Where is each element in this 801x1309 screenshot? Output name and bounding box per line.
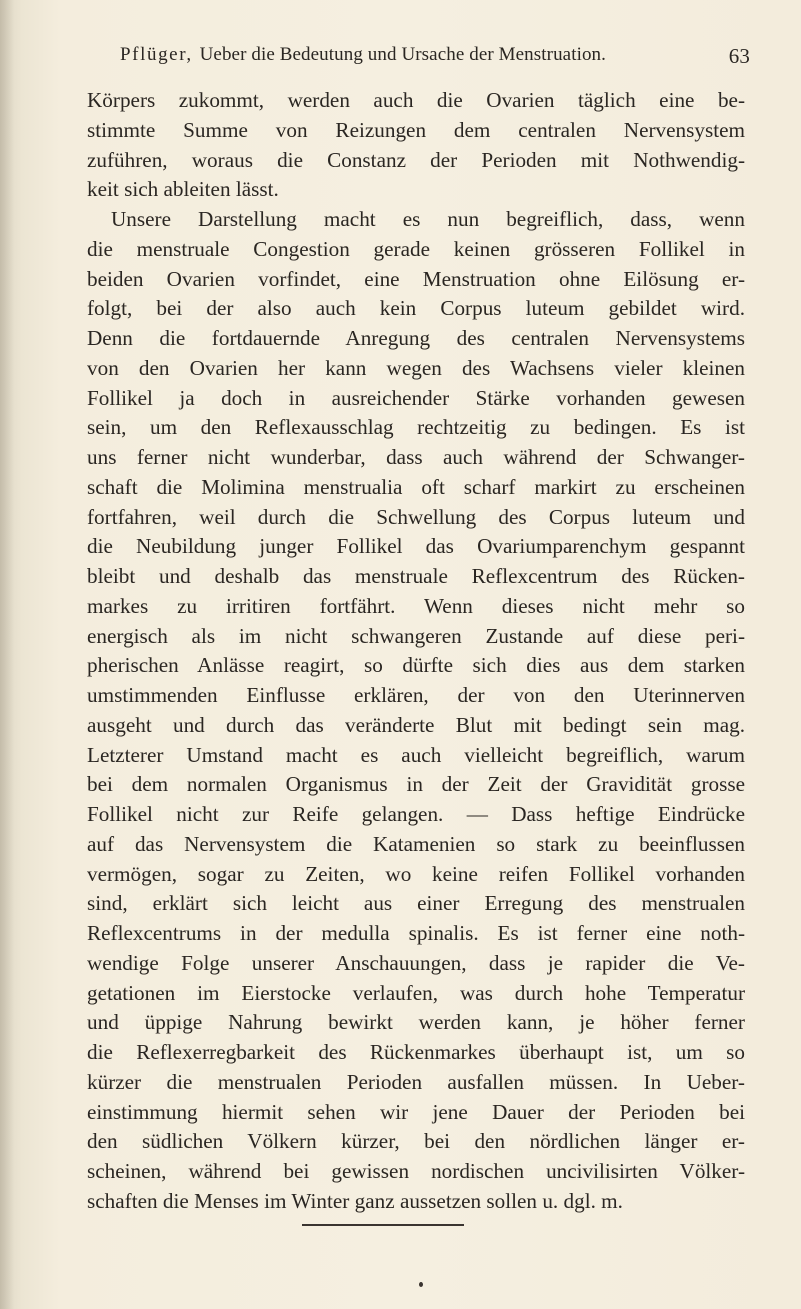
text-line: und üppige Nahrung bewirkt werden kann, je höher ferner	[87, 1010, 745, 1035]
text-line: schaften die Menses im Winter ganz aussetzen sollen u. dgl. m.	[87, 1188, 623, 1213]
text-line: keit sich ableiten lässt.	[87, 177, 279, 202]
binding-shadow	[0, 0, 14, 1309]
text-line: schaft die Molimina menstrualia oft scharf markirt zu erscheinen	[87, 474, 745, 499]
text-line: folgt, bei der also auch kein Corpus luteum gebildet wird.	[87, 296, 745, 321]
text-line: die Reflexerregbarkeit des Rückenmarkes überhaupt ist, um so	[87, 1040, 745, 1064]
text-line: von den Ovarien her kann wegen des Wachsens vieler kleinen	[87, 355, 745, 380]
text-line: Körpers zukommt, werden auch die Ovarien täglich eine be-	[87, 88, 745, 112]
text-line: sein, um den Reflexausschlag rechtzeitig zu bedingen. Es ist	[87, 415, 745, 440]
text-line: Unsere Darstellung macht es nun begreiflich, dass, wenn	[111, 207, 745, 231]
ink-speck	[419, 1282, 423, 1287]
text-line: beiden Ovarien vorfindet, eine Menstruation ohne Eilösung er-	[87, 266, 745, 291]
body-text	[87, 86, 745, 1217]
header-author: Pflüger,	[120, 44, 193, 65]
text-line: bei dem normalen Organismus in der Zeit der Gravidität grosse	[87, 772, 745, 797]
text-line: wendige Folge unserer Anschauungen, dass je rapider die Ve-	[87, 950, 745, 975]
text-line: sind, erklärt sich leicht aus einer Erregung des menstrualen	[87, 891, 745, 916]
text-line: bleibt und deshalb das menstruale Reflexcentrum des Rücken-	[87, 564, 745, 588]
text-line: stimmte Summe von Reizungen dem centralen Nervensystem	[87, 117, 745, 142]
text-line: pherischen Anlässe reagirt, so dürfte sich dies aus dem starken	[87, 653, 745, 678]
text-line: vermögen, sogar zu Zeiten, wo keine reifen Follikel vorhanden	[87, 861, 745, 886]
text-line: die Neubildung junger Follikel das Ovariumparenchym gespannt	[87, 534, 745, 559]
text-line: einstimmung hiermit sehen wir jene Dauer der Perioden bei	[87, 1099, 745, 1124]
text-line: uns ferner nicht wunderbar, dass auch während der Schwanger-	[87, 445, 745, 469]
text-line: getationen im Eierstocke verlaufen, was durch hohe Temperatur	[87, 980, 745, 1005]
text-line: fortfahren, weil durch die Schwellung des Corpus luteum und	[87, 504, 745, 529]
text-line: Denn die fortdauernde Anregung des centralen Nervensystems	[87, 326, 745, 350]
page-number: 63	[728, 44, 750, 68]
text-line: energisch als im nicht schwangeren Zustande auf diese peri-	[87, 623, 745, 648]
text-line: umstimmenden Einflusse erklären, der von den Uterinnerven	[87, 683, 745, 707]
text-line: Follikel ja doch in ausreichender Stärke vorhanden gewesen	[87, 385, 745, 410]
text-line: zuführen, woraus die Constanz der Perioden mit Nothwendig-	[87, 147, 745, 172]
section-rule	[302, 1224, 464, 1226]
running-header	[120, 44, 750, 72]
text-line: Letzterer Umstand macht es auch vielleicht begreiflich, warum	[87, 742, 745, 767]
text-line: kürzer die menstrualen Perioden ausfallen müssen. In Ueber-	[87, 1069, 745, 1094]
text-line: Follikel nicht zur Reife gelangen. — Dass heftige Eindrücke	[87, 802, 745, 826]
text-line: markes zu irritiren fortfährt. Wenn dieses nicht mehr so	[87, 593, 745, 618]
text-line: scheinen, während bei gewissen nordischen uncivilisirten Völker-	[87, 1159, 745, 1183]
text-line: die menstruale Congestion gerade keinen grösseren Follikel in	[87, 236, 745, 261]
text-line: Reflexcentrums in der medulla spinalis. Es ist ferner eine noth-	[87, 921, 745, 945]
header-title: Ueber die Bedeutung und Ursache der Menstruation.	[199, 44, 607, 65]
text-line: auf das Nervensystem die Katamenien so stark zu beeinflussen	[87, 831, 745, 856]
text-line: ausgeht und durch das veränderte Blut mit bedingt sein mag.	[87, 712, 745, 737]
text-line: den südlichen Völkern kürzer, bei den nördlichen länger er-	[87, 1129, 745, 1154]
